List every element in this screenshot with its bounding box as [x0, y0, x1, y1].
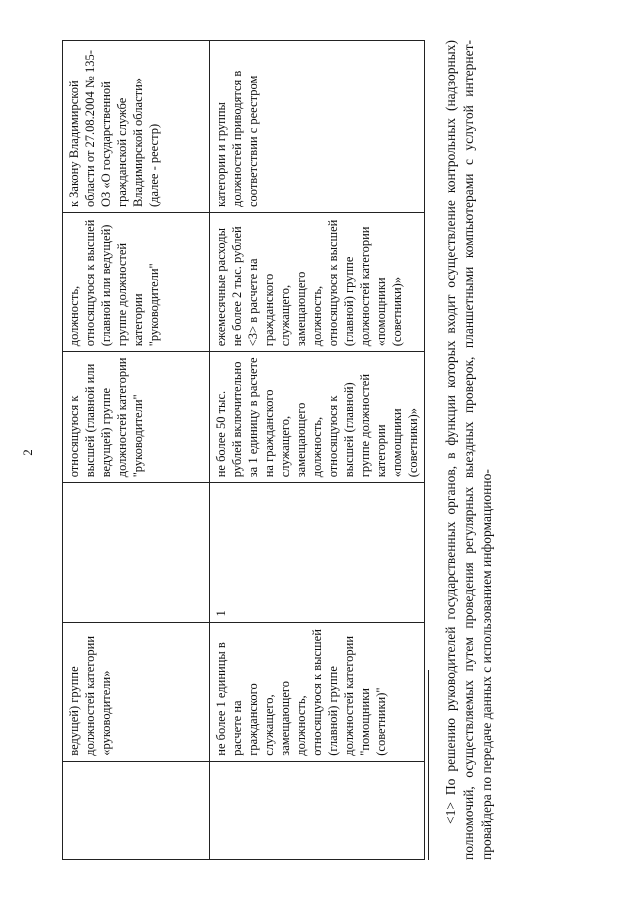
- table-row: [210, 41, 425, 860]
- table-cell: 1: [210, 483, 425, 622]
- page-number: 2: [20, 449, 35, 456]
- table-cell: не более 50 тыс. рублей включительно за 1 единицу в расчете на гражданского служащего, замещающего должность, относящуюся к высшей (главной) группе должностей категории «помощники (советники)»: [210, 352, 425, 483]
- table-cell: ежемесячные расходы не более 2 тыс. рублей <3> в расчете на гражданского служащего, замещающего должность, относящуюся к высшей (главной) группе должностей категории «помощники (советники)»: [210, 213, 425, 352]
- table-cell: ведущей) группе должностей категории «руководители»: [63, 622, 210, 761]
- table-cell: [210, 761, 425, 859]
- table-cell: не более 1 единицы в расчете на гражданского служащего, замещающего должность, относящуюся к высшей (главной) группе должностей категории "помощники (советники)": [210, 622, 425, 761]
- footnote-text: <1> По решению руководителей государственных органов, в функции которых входит осуществление контрольных (надзорных) полномочий, осуществляемых путем проведения регулярных выездных проверок, планшетными компьютерами с услугой интернет-провайдера по передаче данных с использованием информационно-: [443, 40, 494, 860]
- table-row: [63, 41, 210, 860]
- table-cell: относящуюся к высшей (главной или ведущей) группе должностей категории "руководители": [63, 352, 210, 483]
- norms-table: [62, 40, 425, 860]
- table-cell: категории и группы должностей приводятся в соответствии с реестром: [210, 41, 425, 213]
- table-cell: [63, 483, 210, 622]
- table-cell: [63, 761, 210, 859]
- table-cell: должность, относящуюся к высшей (главной или ведущей) группе должностей категории "руководители": [63, 213, 210, 352]
- table-cell: к Закону Владимирской области от 27.08.2004 № 135-ОЗ «О государственной гражданской службе Владимирской области» (далее - реестр): [63, 41, 210, 213]
- footnote-separator: [428, 670, 429, 860]
